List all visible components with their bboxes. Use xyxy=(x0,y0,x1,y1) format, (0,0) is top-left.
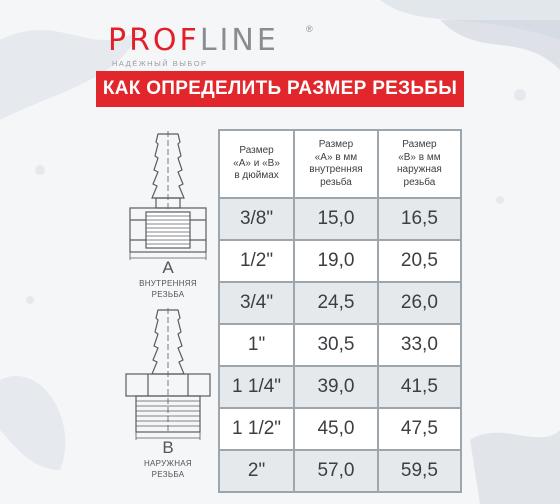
cell-external-mm: 59,5 xyxy=(378,450,461,492)
cell-inches: 1 1/2" xyxy=(219,408,294,450)
table-row xyxy=(219,450,461,492)
table-row xyxy=(219,366,461,408)
cell-inches: 1" xyxy=(219,324,294,366)
cell-inches: 2" xyxy=(219,450,294,492)
fittings-diagram xyxy=(118,128,218,483)
table-header-row xyxy=(219,130,461,198)
cell-internal-mm: 24,5 xyxy=(294,282,378,324)
header-external-mm: Размер «В» в мм наружная резьба xyxy=(378,130,461,198)
label-external-line2: РЕЗЬБА xyxy=(151,470,185,479)
label-external-thread xyxy=(118,458,218,480)
registered-mark: ® xyxy=(306,24,313,34)
logo-prof: PROF xyxy=(108,23,200,58)
cell-internal-mm: 15,0 xyxy=(294,198,378,240)
internal-thread-fitting-drawing xyxy=(130,131,206,260)
header-internal-mm: Размер «А» в мм внутренняя резьба xyxy=(294,130,378,198)
label-external-line1: НАРУЖНАЯ xyxy=(143,459,193,468)
cell-external-mm: 47,5 xyxy=(378,408,461,450)
cell-external-mm: 16,5 xyxy=(378,198,461,240)
cell-external-mm: 33,0 xyxy=(378,324,461,366)
external-thread-fitting-drawing xyxy=(126,308,210,440)
label-internal-line2: РЕЗЬБА xyxy=(151,290,185,299)
table-row xyxy=(219,240,461,282)
header-inches: Размер «А» и «В» в дюймах xyxy=(219,130,294,198)
profline-logo xyxy=(108,23,313,68)
cell-internal-mm: 45,0 xyxy=(294,408,378,450)
title-banner: КАК ОПРЕДЕЛИТЬ РАЗМЕР РЕЗЬБЫ xyxy=(96,71,464,107)
label-internal-line1: ВНУТРЕННЯЯ xyxy=(139,279,197,288)
cell-inches: 1/2" xyxy=(219,240,294,282)
fitting-drawings xyxy=(118,128,218,478)
logo-tagline: НАДЁЖНЫЙ ВЫБОР xyxy=(112,59,208,68)
label-letter-b: B xyxy=(162,438,174,457)
cell-external-mm: 26,0 xyxy=(378,282,461,324)
cell-internal-mm: 57,0 xyxy=(294,450,378,492)
logo-line: LINE xyxy=(199,23,279,58)
logo-wordmark xyxy=(108,23,279,58)
cell-internal-mm: 30,5 xyxy=(294,324,378,366)
table-row xyxy=(219,324,461,366)
label-letter-a: A xyxy=(162,258,174,277)
table-row xyxy=(219,408,461,450)
thread-size-table xyxy=(218,129,462,493)
cell-internal-mm: 19,0 xyxy=(294,240,378,282)
cell-internal-mm: 39,0 xyxy=(294,366,378,408)
label-internal-thread xyxy=(118,278,218,300)
cell-external-mm: 41,5 xyxy=(378,366,461,408)
table-row xyxy=(219,198,461,240)
table-row xyxy=(219,282,461,324)
cell-inches: 3/8" xyxy=(219,198,294,240)
cell-inches: 1 1/4" xyxy=(219,366,294,408)
cell-inches: 3/4" xyxy=(219,282,294,324)
cell-external-mm: 20,5 xyxy=(378,240,461,282)
